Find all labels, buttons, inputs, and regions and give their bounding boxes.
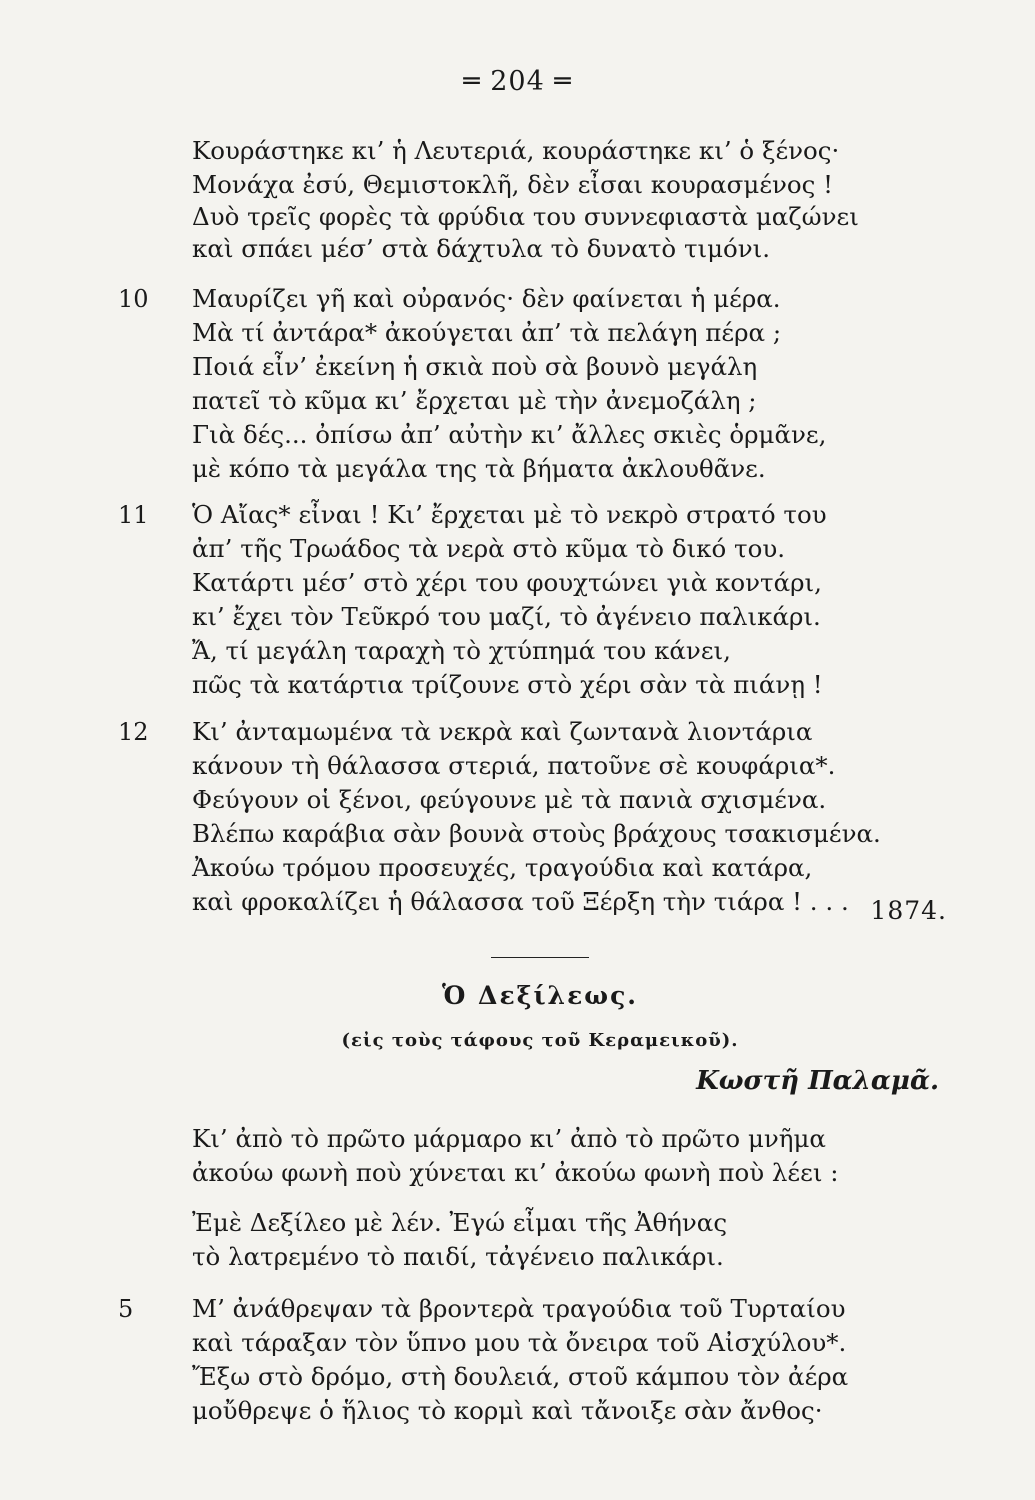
verse-line: τὸ λατρεμένο τὸ παιδί, τἀγένειο παλικάρι. [192, 1242, 724, 1271]
verse-line: κάνουν τὴ θάλασσα στεριά, πατοῦνε σὲ κουφάρια*. [192, 751, 836, 780]
poem-author: Κωστῆ Παλαμᾶ. [696, 1066, 939, 1096]
verse-line: Μονάχα ἐσύ, Θεμιστοκλῆ, δὲν εἶσαι κουρασμένος ! [192, 170, 834, 199]
page-number: ═ 204 ═ [463, 66, 572, 97]
verse-line: μὲ κόπο τὰ μεγάλα της τὰ βήματα ἀκλουθᾶνε. [192, 454, 766, 483]
stanza-number: 11 [118, 501, 149, 529]
verse-line: Ποιά εἶν’ ἐκείνη ἡ σκιὰ ποὺ σὰ βουνὸ μεγάλη [192, 352, 758, 381]
verse-line: μοὔθρεψε ὁ ἥλιος τὸ κορμὶ καὶ τἄνοιξε σὰν ἄνθος· [192, 1396, 823, 1425]
verse-line: Γιὰ δές... ὀπίσω ἀπ’ αὐτὴν κι’ ἄλλες σκιὲς ὁρμᾶνε, [192, 420, 827, 449]
poem-title: Ὁ Δεξίλεως. [441, 981, 639, 1010]
stanza-number: 10 [118, 285, 149, 313]
verse-line: Μαυρίζει γῆ καὶ οὐρανός· δὲν φαίνεται ἡ μέρα. [192, 284, 781, 313]
verse-line: Κι’ ἀπὸ τὸ πρῶτο μάρμαρο κι’ ἀπὸ τὸ πρῶτο μνῆμα [192, 1124, 826, 1153]
verse-line: καὶ φροκαλίζει ἡ θάλασσα τοῦ Ξέρξη τὴν τιάρα ! . . . [192, 887, 849, 916]
verse-line: πατεῖ τὸ κῦμα κι’ ἔρχεται μὲ τὴν ἀνεμοζάλη ; [192, 386, 757, 415]
verse-line: καὶ τάραξαν τὸν ὕπνο μου τὰ ὄνειρα τοῦ Αἰσχύλου*. [192, 1328, 847, 1357]
verse-line: Δυὸ τρεῖς φορὲς τὰ φρύδια του συννεφιαστὰ μαζώνει [192, 202, 859, 231]
verse-line: Κουράστηκε κι’ ἡ Λευτεριά, κουράστηκε κι’ ὁ ξένος· [192, 136, 840, 165]
verse-line: Φεύγουν οἱ ξένοι, φεύγουνε μὲ τὰ πανιὰ σχισμένα. [192, 785, 827, 814]
verse-line: Ἄ, τί μεγάλη ταραχὴ τὸ χτύπημά του κάνει, [192, 636, 731, 665]
verse-line: Βλέπω καράβια σὰν βουνὰ στοὺς βράχους τσακισμένα. [192, 819, 881, 848]
verse-line: Κι’ ἀνταμωμένα τὰ νεκρὰ καὶ ζωντανὰ λιοντάρια [192, 717, 813, 746]
verse-line: κι’ ἔχει τὸν Τεῦκρό του μαζί, τὸ ἀγένειο παλικάρι. [192, 602, 821, 631]
verse-line: Ἔξω στὸ δρόμο, στὴ δουλειά, στοῦ κάμπου τὸν ἀέρα [192, 1362, 849, 1391]
verse-line: πῶς τὰ κατάρτια τρίζουνε στὸ χέρι σὰν τὰ πιάνῃ ! [192, 670, 823, 699]
verse-line: ἀκούω φωνὴ ποὺ χύνεται κι’ ἀκούω φωνὴ ποὺ λέει : [192, 1158, 839, 1187]
verse-line: Ἀκούω τρόμου προσευχές, τραγούδια καὶ κατάρα, [192, 853, 813, 882]
verse-line: Μὰ τί ἀντάρα* ἀκούγεται ἀπ’ τὰ πελάγη πέρα ; [192, 318, 782, 347]
verse-line: Ὁ Αἴας* εἶναι ! Κι’ ἔρχεται μὲ τὸ νεκρὸ στρατό του [192, 500, 827, 529]
poem-subtitle: (εἰς τοὺς τάφους τοῦ Κεραμεικοῦ). [341, 1030, 739, 1051]
poem-date: 1874. [870, 896, 947, 925]
verse-line: Κατάρτι μέσ’ στὸ χέρι του φουχτώνει γιὰ κοντάρι, [192, 568, 822, 597]
verse-line: καὶ σπάει μέσ’ στὰ δάχτυλα τὸ δυνατὸ τιμόνι. [192, 234, 771, 263]
stanza-number: 12 [118, 718, 149, 746]
verse-line: ἀπ’ τῆς Τρωάδος τὰ νερὰ στὸ κῦμα τὸ δικό του. [192, 534, 786, 563]
section-divider [491, 957, 589, 958]
stanza-number: 5 [118, 1295, 134, 1323]
verse-line: Μ’ ἀνάθρεψαν τὰ βροντερὰ τραγούδια τοῦ Τυρταίου [192, 1294, 846, 1323]
verse-line: Ἐμὲ Δεξίλεο μὲ λέν. Ἐγώ εἶμαι τῆς Ἀθήνας [192, 1208, 728, 1237]
